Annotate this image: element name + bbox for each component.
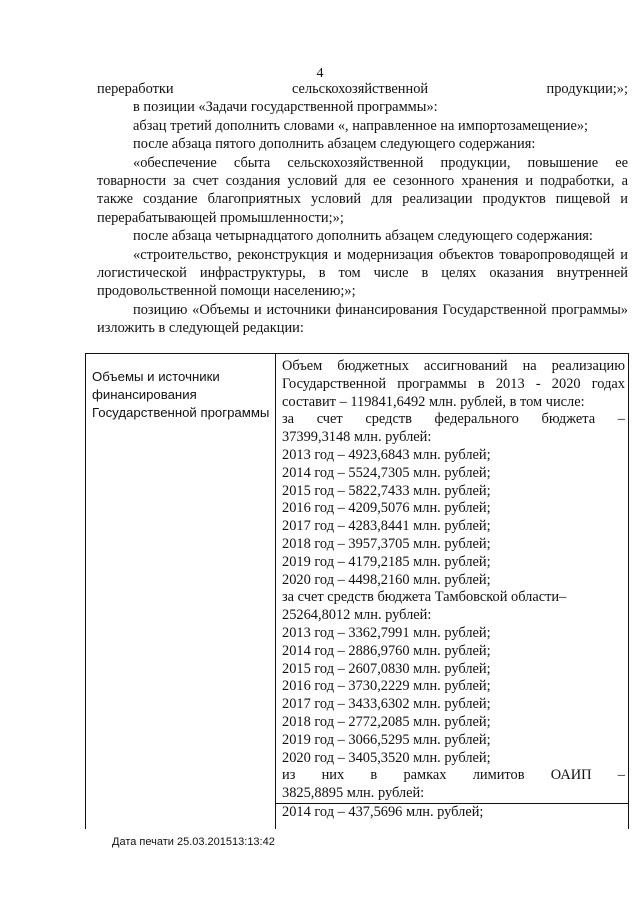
funding-line: из них в рамках лимитов ОАИП – bbox=[282, 767, 625, 784]
funding-line: 2017 год – 3433,6302 млн. рублей; bbox=[282, 696, 491, 713]
print-date-footer: Дата печати 25.03.201513:13:42 bbox=[112, 836, 275, 848]
funding-line: 2017 год – 4283,8441 млн. рублей; bbox=[282, 518, 491, 535]
funding-line: составит – 119841,6492 млн. рублей, в том числе: bbox=[282, 393, 585, 410]
funding-table-label-cell: Объемы и источники финансирования Государственной программы bbox=[86, 354, 276, 829]
document-paragraph: после абзаца четырнадцатого дополнить абзацем следующего содержания: bbox=[133, 228, 593, 245]
funding-line: 2013 год – 4923,6843 млн. рублей; bbox=[282, 446, 491, 463]
funding-line: 3825,8895 млн. рублей: bbox=[282, 785, 425, 802]
funding-line: Объем бюджетных ассигнований на реализацию bbox=[282, 358, 625, 374]
document-paragraph: переработки сельскохозяйственной продукции;»; bbox=[97, 81, 628, 97]
funding-line: 2020 год – 3405,3520 млн. рублей; bbox=[282, 749, 491, 766]
document-body bbox=[97, 80, 628, 338]
funding-line: 2013 год – 3362,7991 млн. рублей; bbox=[282, 624, 491, 641]
document-paragraph: позицию «Объемы и источники финансирования Государственной программы» изложить в следующей редакции: bbox=[97, 301, 628, 337]
document-paragraph: в позиции «Задачи государственной программы»: bbox=[133, 99, 438, 116]
funding-line: 25264,8012 млн. рублей: bbox=[282, 607, 432, 624]
funding-line: 2018 год – 2772,2085 млн. рублей; bbox=[282, 713, 491, 730]
document-paragraph: «обеспечение сбыта сельскохозяйственной продукции, повышение ее товарности за счет создания условий для ее сезонного хранения и подработки, а также создание благоприятных условий для реализации продуктов пищевой и перерабатывающей промышленности;»; bbox=[97, 154, 628, 226]
funding-line: 2016 год – 4209,5076 млн. рублей; bbox=[282, 500, 491, 517]
funding-line: 2014 год – 2886,9760 млн. рублей; bbox=[282, 642, 491, 659]
funding-table-value-cell bbox=[276, 354, 628, 822]
funding-line: за счет средств бюджета Тамбовской области– bbox=[282, 589, 567, 606]
document-paragraph: после абзаца пятого дополнить абзацем следующего содержания: bbox=[133, 136, 536, 153]
funding-line: 37399,3148 млн. рублей: bbox=[282, 429, 432, 446]
funding-line: 2015 год – 5822,7433 млн. рублей; bbox=[282, 482, 491, 499]
funding-line: 2016 год – 3730,2229 млн. рублей; bbox=[282, 678, 491, 695]
funding-line: 2014 год – 437,5696 млн. рублей; bbox=[276, 803, 628, 822]
funding-line: Государственной программы в 2013 - 2020 годах bbox=[282, 375, 625, 392]
funding-line: 2018 год – 3957,3705 млн. рублей; bbox=[282, 535, 491, 552]
funding-line: за счет средств федерального бюджета – bbox=[282, 411, 625, 428]
document-paragraph: абзац третий дополнить словами «, направленное на импортозамещение»; bbox=[133, 117, 589, 134]
document-paragraph: «строительство, реконструкция и модернизация объектов товаропроводящей и логистической инфраструктуры, в том числе в целях оказания внутренней продовольственной помощи населению;»; bbox=[97, 246, 628, 300]
funding-line: 2019 год – 4179,2185 млн. рублей; bbox=[282, 553, 491, 570]
funding-line: 2014 год – 5524,7305 млн. рублей; bbox=[282, 464, 491, 481]
funding-line: 2015 год – 2607,0830 млн. рублей; bbox=[282, 660, 491, 677]
page-number: 4 bbox=[316, 66, 324, 81]
funding-line: 2020 год – 4498,2160 млн. рублей; bbox=[282, 571, 491, 588]
funding-line: 2019 год – 3066,5295 млн. рублей; bbox=[282, 731, 491, 748]
funding-table bbox=[85, 353, 629, 829]
